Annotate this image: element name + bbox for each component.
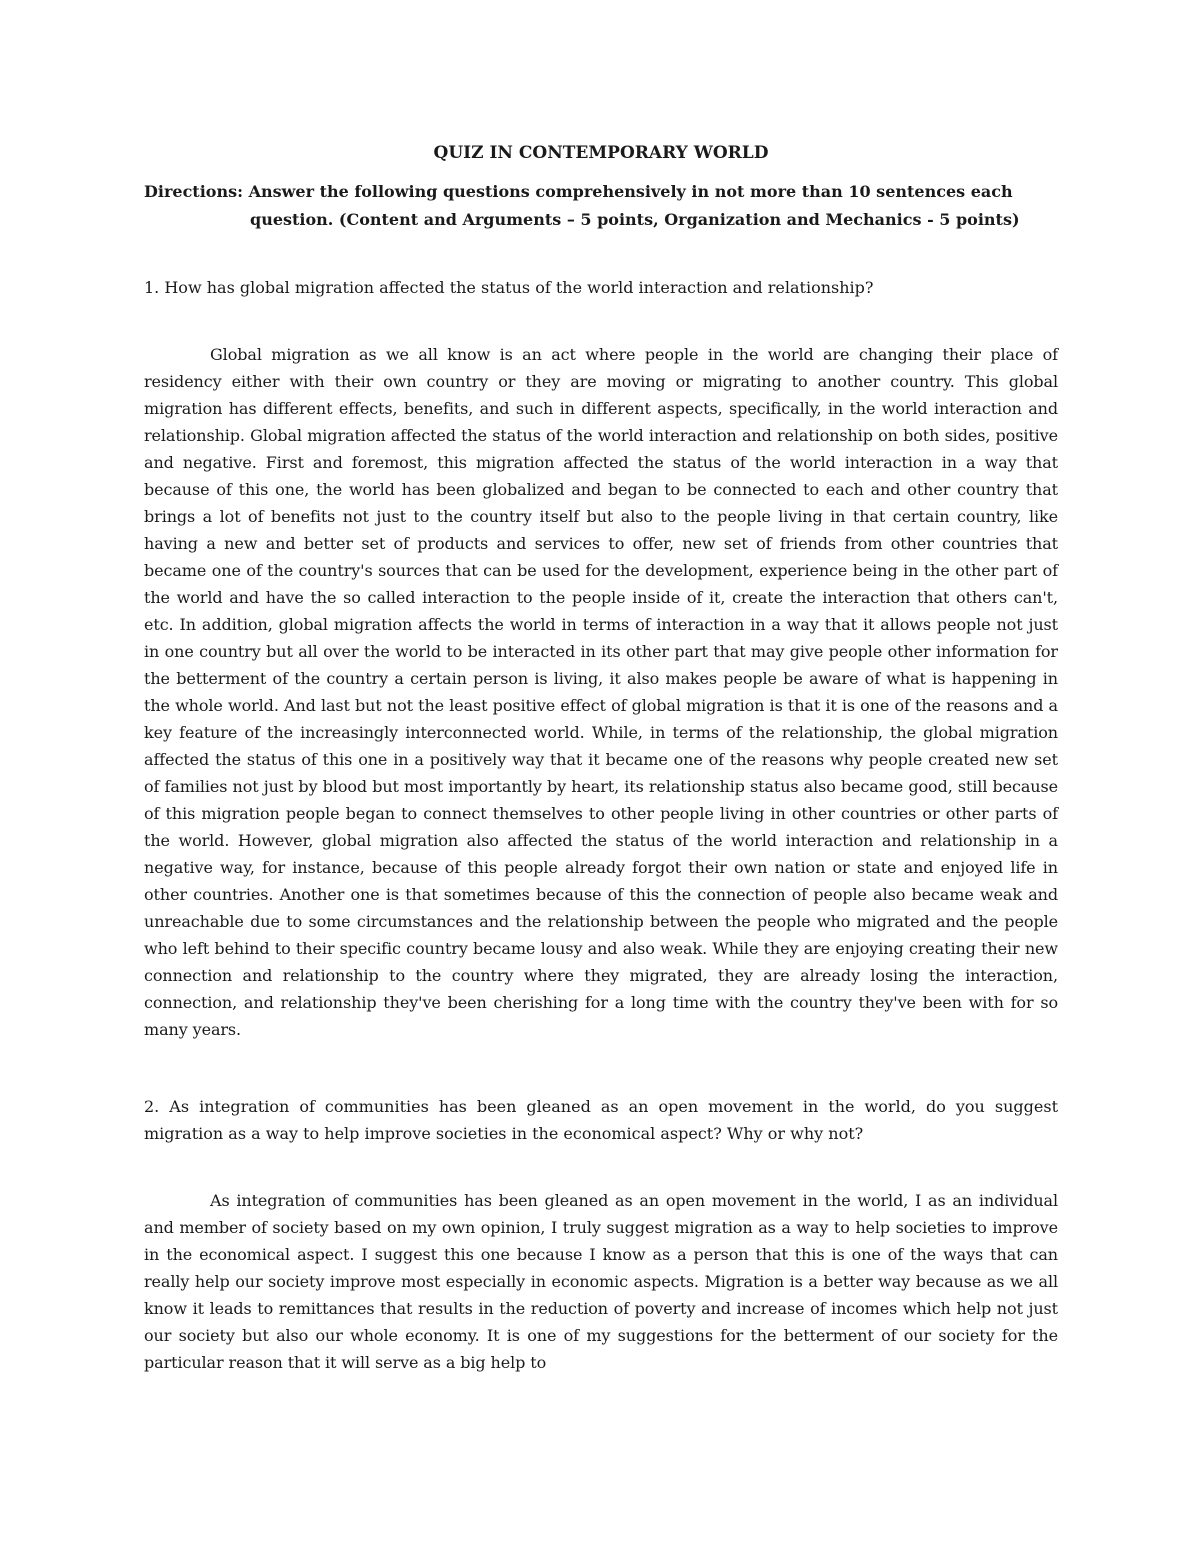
document-title: QUIZ IN CONTEMPORARY WORLD xyxy=(433,143,769,163)
answer-1: Global migration as we all know is an act where people in the world are changing their place of residency either with their own country or they are moving or migrating to another country. This global migration has different effects, benefits, and such in different aspects, specifically, in the world interaction and relationship. Global migration affected the status of the world interaction and relationship on both sides, positive and negative. First and foremost, this migration affected the status of the world interaction in a way that because of this one, the world has been globalized and began to be connected to each and other country that brings a lot of benefits not just to the country itself but also to the people living in that certain country, like having a new and better set of products and services to offer, new set of friends from other countries that became one of the country's sources that can be used for the development, experience being in the other part of the world and have the so called interaction to the people inside of it, create the interaction that others can't, etc. In addition, global migration affects the world in terms of interaction in a way that it allows people not just in one country but all over the world to be interacted in its other part that may give people other information for the betterment of the country a certain person is living, it also makes people be aware of what is happening in the whole world. And last but not the least positive effect of global migration is that it is one of the reasons and a key feature of the increasingly interconnected world. While, in terms of the relationship, the global migration affected the status of this one in a positively way that it became one of the reasons why people created new set of families not just by blood but most importantly by heart, its relationship status also became good, still because of this migration people began to connect themselves to other people living in other countries or other parts of the world. However, global migration also affected the status of the world interaction and relationship in a negative way, for instance, because of this people already forgot their own nation or state and enjoyed life in other countries. Another one is that sometimes because of this the connection of people also became weak and unreachable due to some circumstances and the relationship between the people who migrated and the people who left behind to their specific country became lousy and also weak. While they are enjoying creating their new connection and relationship to the country where they migrated, they are already losing the interaction, connection, and relationship they've been cherishing for a long time with the country they've been with for so many years. xyxy=(144,345,1058,1039)
answer-2: As integration of communities has been gleaned as an open movement in the world, I as an individual and member of society based on my own opinion, I truly suggest migration as a way to help societies to improve in the economical aspect. I suggest this one because I know as a person that this is one of the ways that can really help our society improve most especially in economic aspects. Migration is a better way because as we all know it leads to remittances that results in the reduction of poverty and increase of incomes which help not just our society but also our whole economy. It is one of my suggestions for the betterment of our society for the particular reason that it will serve as a big help to xyxy=(144,1191,1058,1372)
question-2: 2. As integration of communities has been gleaned as an open movement in the world, do you suggest migration as a way to help improve societies in the economical aspect? Why or why not? xyxy=(144,1097,1058,1143)
directions-text: Directions: Answer the following questions comprehensively in not more than 10 sentences each question. (Content and Arguments – 5 points, Organization and Mechanics - 5 points) xyxy=(144,182,1020,229)
document-body xyxy=(144,136,1058,1376)
question-1: 1. How has global migration affected the status of the world interaction and relationship? xyxy=(144,278,874,297)
